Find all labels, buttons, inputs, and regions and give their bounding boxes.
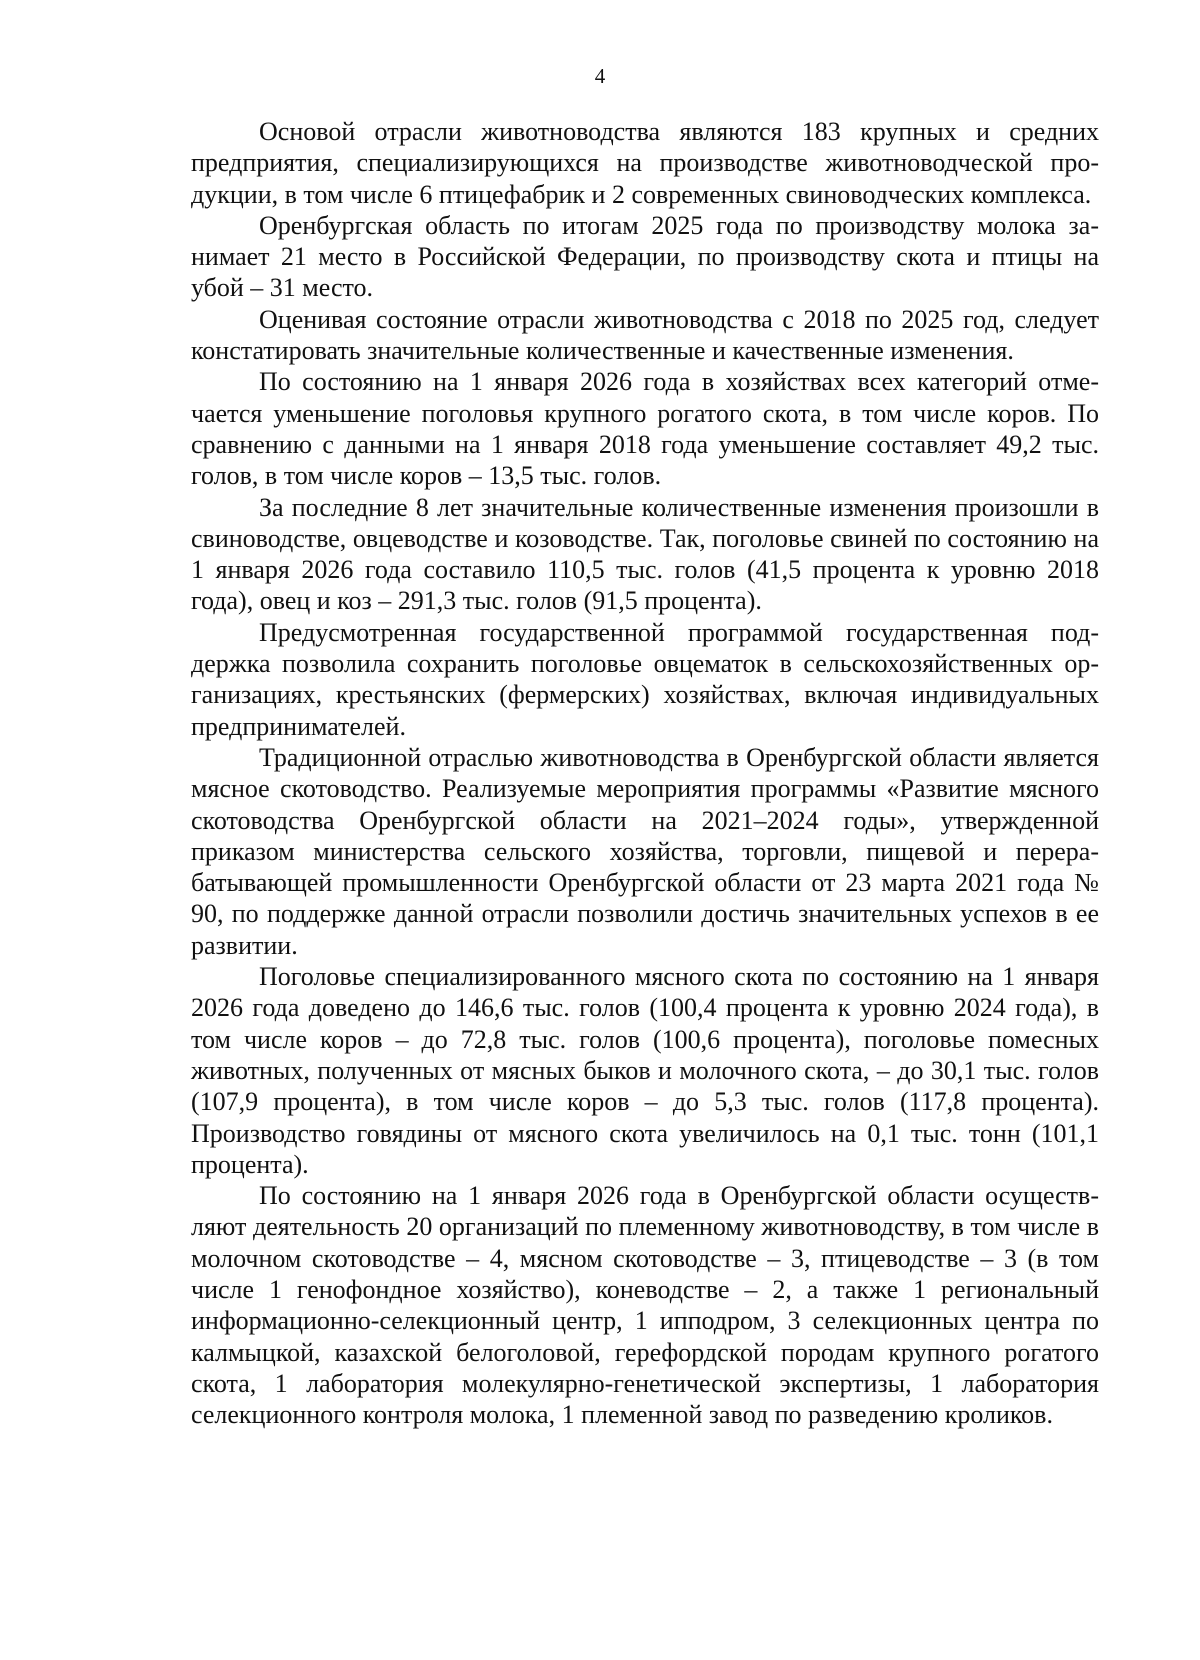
paragraph-cattle-decrease: По состоянию на 1 января 2026 года в хозяйствах всех категорий отмечается уменьшение поголовья крупного рогатого скота, в том числе коров. По сравнению с данными на 1 января 2018 года уменьшение составляет 49,2 тыс. голов, в том числе коров – 13,5 тыс. голов.: [191, 367, 1099, 491]
paragraph-beef-cattle-program: Традиционной отраслью животноводства в Оренбургской области является мясное скотоводство. Реализуемые мероприятия программы «Развитие мясного скотоводства Оренбургской области на 2021–2024 годы», утвержденной приказом министерства сельского хозяйства, торговли, пищевой и перерабатывающей промышленности Оренбургской области от 23 марта 2021 года № 90, по поддержке данной отрасли позволили достичь значительных успехов в ее развитии.: [191, 742, 1099, 960]
paragraph-beef-cattle-livestock: Поголовье специализированного мясного скота по состоянию на 1 января 2026 года доведено до 146,6 тыс. голов (100,4 процента к уровню 2024 года), в том числе коров – до 72,8 тыс. голов (100,6 процента), поголовье помесных животных, полученных от мясных быков и молочного скота, – до 30,1 тыс. голов (107,9 процента), в том числе коров – до 5,3 тыс. голов (117,8 процента). Производство говядины от мясного скота увеличилось на 0,1 тыс. тонн (101,1 процента).: [191, 962, 1099, 1179]
document-body: [191, 116, 1099, 1430]
paragraph-breeding-organizations: По состоянию на 1 января 2026 года в Оренбургской области осуществляют деятельность 20 организаций по племенному животноводству, в том числе в молочном скотоводстве – 4, мясном скотоводстве – 3, птицеводстве – 3 (в том числе 1 генофондное хозяйство), коневодстве – 2, а также 1 региональный информационно-селекционный центр, 1 ипподром, 3 селекционных центра по калмыцкой, казахской белоголовой, герефордской породам крупного рогатого скота, 1 лаборатория молекулярно-генетической экспертизы, 1 лаборатория селекционного контроля молока, 1 племенной завод по разведению кроликов.: [191, 1181, 1099, 1430]
paragraph-region-ranking: Оренбургская область по итогам 2025 года по производству молока занимает 21 место в Российской Федерации, по производству скота и птицы на убой – 31 место.: [191, 210, 1099, 303]
paragraph-pigs-sheep-goats: За последние 8 лет значительные количественные изменения произошли в свиноводстве, овцеводстве и козоводстве. Так, поголовье свиней по состоянию на 1 января 2026 года составило 110,5 тыс. голов (41,5 процента к уровню 2018 года), овец и коз – 291,3 тыс. голов (91,5 процента).: [191, 492, 1099, 616]
paragraph-sector-assessment: Оценивая состояние отрасли животноводства с 2018 по 2025 год, следует констатировать значительные количественные и качественные изменения.: [191, 304, 1099, 366]
paragraph-enterprises: Основой отрасли животноводства являются 183 крупных и средних предприятия, специализирующихся на производстве животноводческой продукции, в том числе 6 птицефабрик и 2 современных свиноводческих комплекса.: [191, 117, 1099, 209]
page-number: 4: [594, 64, 606, 88]
paragraph-state-support: Предусмотренная государственной программой государственная поддержка позволила сохранить поголовье овцематок в сельскохозяйственных организациях, крестьянских (фермерских) хозяйствах, включая индивидуальных предпринимателей.: [191, 617, 1099, 741]
